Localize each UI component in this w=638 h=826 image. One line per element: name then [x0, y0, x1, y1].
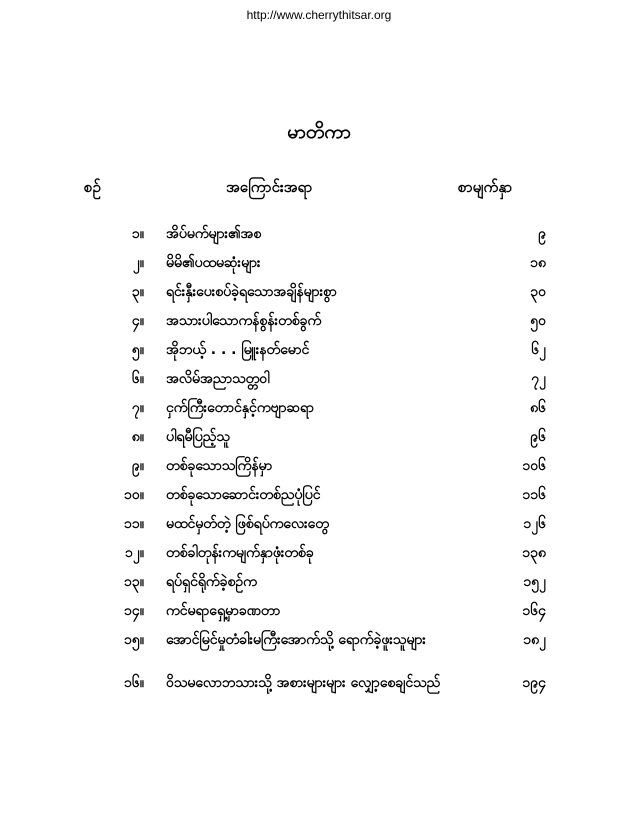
toc-entry-title: အိပ်မက်များ၏အစ — [166, 226, 262, 242]
toc-entry — [0, 514, 638, 543]
toc-entry-page: ၅၀ — [530, 313, 546, 329]
column-header-topic: အကြောင်းအရာ — [226, 178, 313, 196]
toc-entry — [0, 456, 638, 485]
column-header-number: စဉ် — [84, 178, 101, 196]
toc-entry — [0, 224, 638, 253]
toc-entry-title: အိုဘယ့် . . . မြူးနတ်မောင် — [166, 342, 310, 358]
source-url: http://www.cherrythitsar.org — [246, 8, 392, 22]
toc-entry-title: ဝိသမလောဘသားသို့ အစားများများ လျှော့စေချင်သည် — [166, 675, 441, 691]
toc-entry-title: အသားပါသောကန်စွန်းတစ်ခွက် — [166, 313, 322, 329]
toc-entry-page: ၁၁၆ — [522, 487, 546, 503]
toc-entry-title: တစ်ခုသောဆောင်းတစ်ညပုံပြင် — [166, 487, 321, 503]
toc-entry-number: ၂။ — [132, 255, 144, 271]
toc-entry-title: ပါရမီပြည့်သူ — [166, 429, 230, 445]
toc-entry — [0, 572, 638, 601]
toc-entry-number: ၈။ — [131, 429, 144, 445]
toc-entry-page: ၆၂ — [531, 342, 546, 358]
toc-entry — [0, 485, 638, 514]
toc-entry — [0, 253, 638, 282]
toc-entry-number: ၁၁။ — [124, 516, 144, 532]
page-title: မာတိကာ — [287, 121, 351, 143]
toc-entry-title: ငှက်ကြီးတောင်နှင့်ကဗျာဆရာ — [166, 400, 314, 416]
toc-entry-number: ၁။ — [131, 226, 144, 242]
toc-entry-page: ၁၆၄ — [522, 603, 546, 619]
toc-entry-page: ၃၀ — [530, 284, 546, 300]
toc-entry-page: ၁၂၆ — [523, 516, 546, 532]
toc-entry-page: ၁၈၂ — [523, 632, 546, 648]
toc-entry-page: ၁၃၈ — [522, 545, 546, 561]
toc-entry-title: အောင်မြင်မှုတံခါးမကြီးအောက်သို့ ရောက်ခဲ့ဖူးသူများ — [166, 632, 426, 648]
toc-entry-title: မိမိ၏ပထမဆုံးများ — [166, 255, 261, 271]
toc-entry-number: ၆။ — [131, 371, 144, 387]
toc-entry — [0, 427, 638, 456]
toc-entry-number: ၉။ — [131, 458, 144, 474]
toc-entry-number: ၄။ — [131, 313, 144, 329]
toc-entry-title: မထင်မှတ်တဲ့ ဖြစ်ရပ်ကလေးတွေ — [166, 516, 329, 532]
toc-entry-number: ၁၀။ — [124, 487, 144, 503]
toc-entry — [0, 630, 638, 673]
toc-entry-title: ကင်မရာရှေ့မှာခဏတာ — [166, 603, 281, 619]
toc-entry-page: ၁၅၂ — [523, 574, 546, 590]
toc-entry-page: ၉၆ — [530, 429, 546, 445]
toc-entry — [0, 311, 638, 340]
toc-entry-page: ၁၈ — [530, 255, 546, 271]
toc-entry-page: ၁၀၆ — [522, 458, 546, 474]
toc-entry-page: ၈၆ — [530, 400, 546, 416]
toc-entry-page: ၇၂ — [531, 371, 546, 387]
toc-entry-title: အလိမ်အညာသတ္တဝါ — [166, 371, 270, 387]
toc-entry-number: ၅။ — [131, 342, 144, 358]
toc-entry-page: ၉ — [538, 226, 546, 242]
toc-header-row — [0, 178, 638, 202]
toc-entry-number: ၇။ — [131, 400, 144, 416]
toc-entry-title: တစ်ခါတုန်းကမျက်နှာဖုံးတစ်ခု — [166, 545, 314, 561]
toc-entry — [0, 673, 638, 716]
toc-entry — [0, 369, 638, 398]
toc-entry-title: တစ်ခုသောသကြိန်မှာ — [166, 458, 273, 474]
toc-entry — [0, 601, 638, 630]
toc-entry-title: ရင်းနှီးပေးစပ်ခဲ့ရသောအချိန်များစွာ — [166, 284, 337, 300]
toc-entry — [0, 282, 638, 311]
table-of-contents — [0, 224, 638, 716]
toc-entry-number: ၁၄။ — [124, 603, 144, 619]
toc-entry-number: ၁၃။ — [124, 574, 144, 590]
column-header-page: စာမျက်နှာ — [458, 178, 513, 196]
toc-entry-number: ၁၆။ — [124, 675, 144, 691]
toc-entry — [0, 398, 638, 427]
toc-entry-title: ရပ်ရှင်ရိုက်ခဲ့စဉ်က — [166, 574, 257, 590]
toc-entry-number: ၁၅။ — [124, 632, 144, 648]
toc-entry-number: ၃။ — [131, 284, 144, 300]
toc-entry-page: ၁၉၄ — [522, 675, 546, 691]
toc-entry — [0, 543, 638, 572]
toc-entry-number: ၁၂။ — [125, 545, 144, 561]
toc-entry — [0, 340, 638, 369]
